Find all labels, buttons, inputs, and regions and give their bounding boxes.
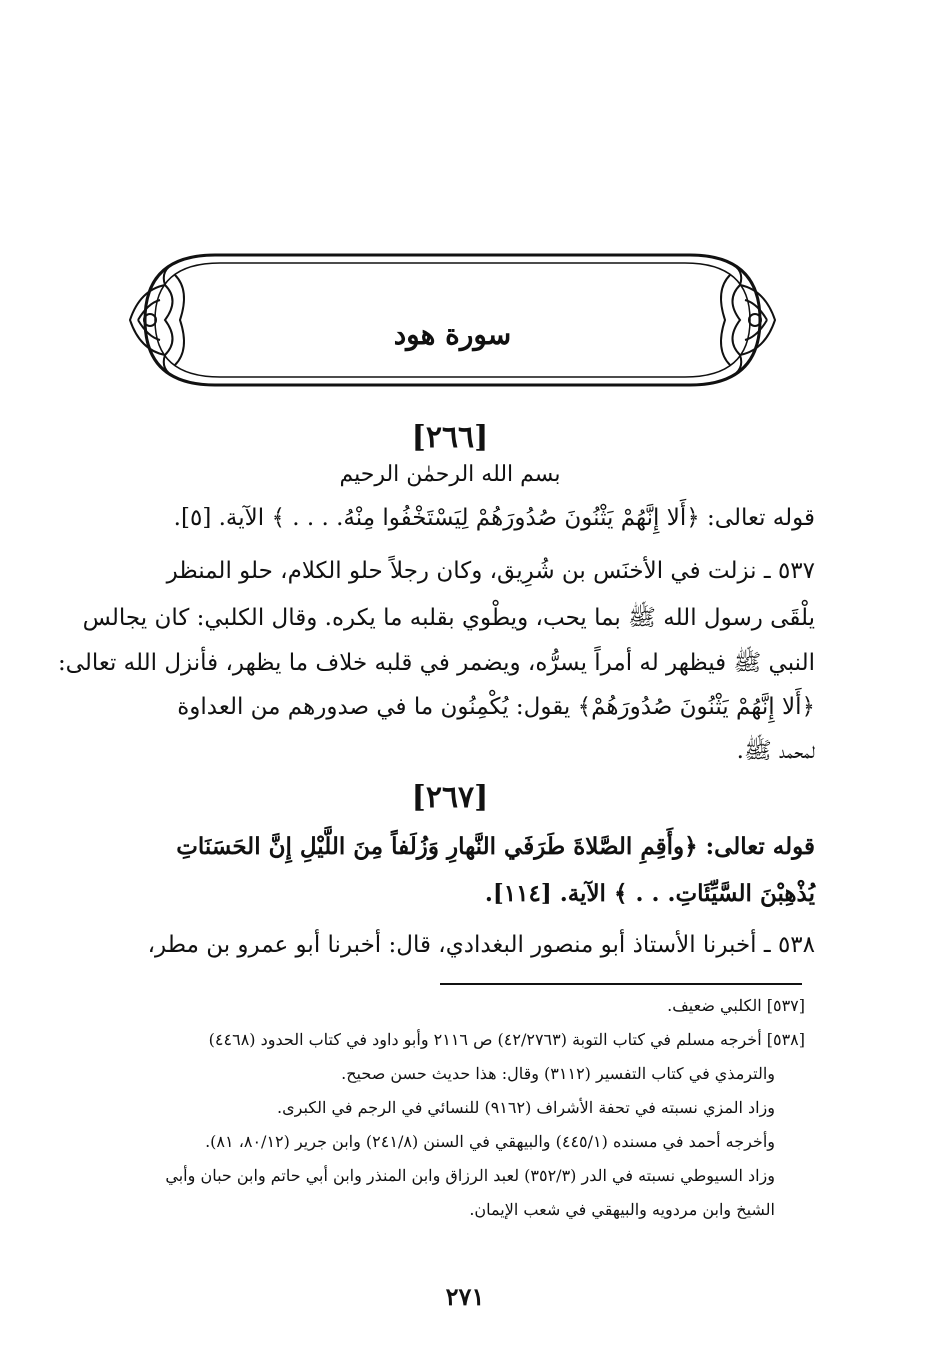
paragraph-537-line: يلْقَى رسول الله ﷺ بما يحب، ويطْوي بقلبه ما يكره. وقال الكلبي: كان يجالس [82,605,815,631]
section-number-267: [٢٦٧] [411,780,489,815]
footnote-line: [٥٣٨] أخرجه مسلم في كتاب التوبة (٤٢/٢٧٦٣) ص ٢١١٦ وأبو داود في كتاب الحدود (٤٤٦٨) [208,1030,805,1049]
footnote-line: وأخرجه أحمد في مسنده (٤٤٥/١) والبيهقي في السنن (٢٤١/٨) وابن جرير (٨٠/١٢، ٨١). [205,1132,775,1151]
footnote-line: [٥٣٧] الكلبي ضعيف. [667,996,805,1015]
verse-line-267: يُذْهِبْنَ السَّيِّئَاتِ. . . ﴾ الآية. [١١٤]. [484,880,815,907]
section-number-266: [٢٦٦] [411,420,489,455]
basmala: بسم الله الرحمٰن الرحيم [339,462,561,487]
verse-line-267: قوله تعالى: ﴿وأَقِمِ الصَّلاةَ طَرَفَي النَّهارِ وَزُلَفاً مِنَ اللَّيْلِ إِنَّ الحَسَنَاتِ [176,833,815,860]
page-number: ٢٧١ [445,1282,485,1311]
verse-line-266: قوله تعالى: ﴿أَلا إِنَّهُمْ يَثْنُونَ صُدُورَهُمْ لِيَسْتَخْفُوا مِنْهُ. . . . ﴾ الآية. [٥]. [173,505,815,531]
paragraph-537-line: لمحمد ﷺ. [736,738,815,764]
surah-title: سورة هود [393,318,512,351]
paragraph-537-line: النبي ﷺ فيظهر له أمراً يسرُّه، ويضمر في قلبه خلاف ما يظهر، فأنزل الله تعالى: [57,650,815,676]
paragraph-537-line: ٥٣٧ ـ نزلت في الأخنَس بن شُرِيق، وكان رجلاً حلو الكلام، حلو المنظر [166,558,815,584]
paragraph-538-line: ٥٣٨ ـ أخبرنا الأستاذ أبو منصور البغدادي، قال: أخبرنا أبو عمرو بن مطر، [147,932,815,958]
footnote-line: والترمذي في كتاب التفسير (٣١١٢) وقال: هذا حديث حسن صحيح. [341,1064,775,1083]
footnote-separator [440,983,802,985]
paragraph-537-line: ﴿أَلا إِنَّهُمْ يَثْنُونَ صُدُورَهُمْ﴾ يقول: يُكْمِنُون ما في صدورهم من العداوة [177,694,815,720]
footnote-line: وزاد السيوطي نسبته في الدر (٣٥٢/٣) لعبد الرزاق وابن المنذر وابن أبي حاتم وابن حبان وأبي [165,1166,775,1185]
footnote-line: الشيخ وابن مردويه والبيهقي في شعب الإيمان. [469,1200,775,1219]
footnote-line: وزاد المزي نسبته في تحفة الأشراف (٩١٦٢) للنسائي في الرجم في الكبرى. [277,1098,775,1117]
